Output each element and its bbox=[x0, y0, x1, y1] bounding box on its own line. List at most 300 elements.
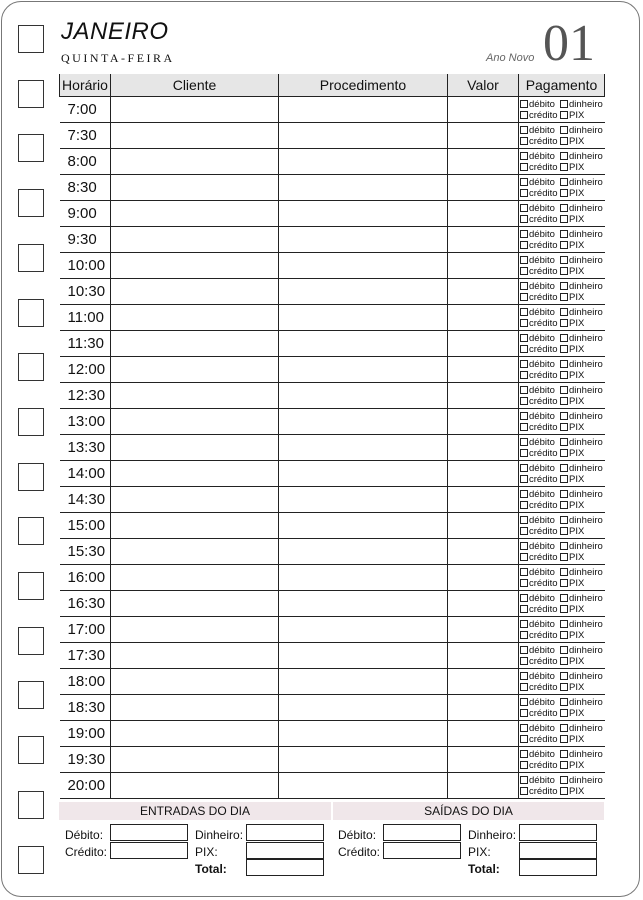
credito-checkbox[interactable] bbox=[520, 657, 528, 665]
pix-checkbox[interactable] bbox=[560, 475, 568, 483]
dinheiro-checkbox[interactable] bbox=[560, 568, 568, 576]
pagamento-cell bbox=[519, 773, 605, 799]
pagamento-cell bbox=[519, 487, 605, 513]
time-cell: 14:30 bbox=[60, 487, 111, 513]
cliente-cell[interactable] bbox=[111, 357, 279, 383]
procedimento-cell[interactable] bbox=[279, 97, 448, 123]
dinheiro-checkbox[interactable] bbox=[560, 204, 568, 212]
valor-cell[interactable] bbox=[448, 331, 519, 357]
time-cell: 17:00 bbox=[60, 617, 111, 643]
credito-checkbox[interactable] bbox=[520, 163, 528, 171]
valor-cell[interactable] bbox=[448, 565, 519, 591]
pix-checkbox[interactable] bbox=[560, 631, 568, 639]
dinheiro-label: dinheiro bbox=[569, 592, 603, 604]
valor-cell[interactable] bbox=[448, 695, 519, 721]
credito-checkbox[interactable] bbox=[520, 605, 528, 613]
dinheiro-checkbox[interactable] bbox=[560, 100, 568, 108]
credito-label: crédito bbox=[529, 577, 558, 589]
column-header-horario: Horário bbox=[60, 74, 111, 97]
time-cell: 11:30 bbox=[60, 331, 111, 357]
entradas-pix-field[interactable] bbox=[246, 842, 324, 859]
valor-cell[interactable] bbox=[448, 201, 519, 227]
binder-checkbox[interactable] bbox=[18, 189, 44, 217]
binder-checkbox[interactable] bbox=[18, 134, 44, 162]
saidas-credito-field[interactable] bbox=[383, 842, 461, 859]
binder-checkbox[interactable] bbox=[18, 408, 44, 436]
cliente-cell[interactable] bbox=[111, 175, 279, 201]
valor-cell[interactable] bbox=[448, 227, 519, 253]
procedimento-cell[interactable] bbox=[279, 591, 448, 617]
valor-cell[interactable] bbox=[448, 487, 519, 513]
binder-checkbox[interactable] bbox=[18, 846, 44, 874]
binder-checkbox[interactable] bbox=[18, 463, 44, 491]
column-header-valor: Valor bbox=[448, 74, 519, 97]
cliente-cell[interactable] bbox=[111, 617, 279, 643]
valor-cell[interactable] bbox=[448, 721, 519, 747]
procedimento-cell[interactable] bbox=[279, 409, 448, 435]
cliente-cell[interactable] bbox=[111, 253, 279, 279]
entradas-credito-field[interactable] bbox=[110, 842, 188, 859]
cliente-cell[interactable] bbox=[111, 383, 279, 409]
cliente-cell[interactable] bbox=[111, 461, 279, 487]
table-row bbox=[60, 279, 605, 305]
debito-label: débito bbox=[529, 774, 555, 786]
pagamento-cell bbox=[519, 695, 605, 721]
dinheiro-label: dinheiro bbox=[569, 722, 603, 734]
valor-cell[interactable] bbox=[448, 123, 519, 149]
entradas-credito-label: Crédito: bbox=[65, 845, 108, 859]
pix-checkbox[interactable] bbox=[560, 579, 568, 587]
valor-cell[interactable] bbox=[448, 97, 519, 123]
dinheiro-checkbox[interactable] bbox=[560, 334, 568, 342]
pagamento-cell bbox=[519, 617, 605, 643]
valor-cell[interactable] bbox=[448, 149, 519, 175]
valor-cell[interactable] bbox=[448, 461, 519, 487]
binder-checkbox[interactable] bbox=[18, 517, 44, 545]
credito-checkbox[interactable] bbox=[520, 319, 528, 327]
procedimento-cell[interactable] bbox=[279, 721, 448, 747]
table-row bbox=[60, 227, 605, 253]
credito-checkbox[interactable] bbox=[520, 709, 528, 717]
procedimento-cell[interactable] bbox=[279, 513, 448, 539]
procedimento-cell[interactable] bbox=[279, 565, 448, 591]
pix-checkbox[interactable] bbox=[560, 397, 568, 405]
dinheiro-checkbox[interactable] bbox=[560, 412, 568, 420]
dinheiro-checkbox[interactable] bbox=[560, 490, 568, 498]
cliente-cell[interactable] bbox=[111, 695, 279, 721]
valor-cell[interactable] bbox=[448, 409, 519, 435]
dinheiro-checkbox[interactable] bbox=[560, 672, 568, 680]
procedimento-cell[interactable] bbox=[279, 331, 448, 357]
time-cell: 13:00 bbox=[60, 409, 111, 435]
pix-label: PIX bbox=[569, 239, 585, 251]
debito-label: débito bbox=[529, 332, 555, 344]
procedimento-cell[interactable] bbox=[279, 305, 448, 331]
pix-checkbox[interactable] bbox=[560, 553, 568, 561]
month-title: JANEIRO bbox=[61, 18, 169, 45]
pix-checkbox[interactable] bbox=[560, 137, 568, 145]
dinheiro-checkbox[interactable] bbox=[560, 516, 568, 524]
pix-label: PIX bbox=[569, 395, 585, 407]
dinheiro-checkbox[interactable] bbox=[560, 776, 568, 784]
dinheiro-checkbox[interactable] bbox=[560, 126, 568, 134]
credito-label: crédito bbox=[529, 369, 558, 381]
dinheiro-checkbox[interactable] bbox=[560, 282, 568, 290]
debito-checkbox[interactable] bbox=[520, 438, 528, 446]
time-cell: 12:30 bbox=[60, 383, 111, 409]
valor-cell[interactable] bbox=[448, 669, 519, 695]
debito-label: débito bbox=[529, 228, 555, 240]
credito-checkbox[interactable] bbox=[520, 735, 528, 743]
debito-checkbox[interactable] bbox=[520, 646, 528, 654]
debito-checkbox[interactable] bbox=[520, 542, 528, 550]
procedimento-cell[interactable] bbox=[279, 643, 448, 669]
pix-checkbox[interactable] bbox=[560, 111, 568, 119]
valor-cell[interactable] bbox=[448, 591, 519, 617]
time-cell: 16:30 bbox=[60, 591, 111, 617]
time-cell: 15:00 bbox=[60, 513, 111, 539]
saidas-title: SAÍDAS DO DIA bbox=[333, 802, 604, 820]
credito-checkbox[interactable] bbox=[520, 527, 528, 535]
table-row bbox=[60, 175, 605, 201]
pagamento-cell bbox=[519, 721, 605, 747]
pix-checkbox[interactable] bbox=[560, 267, 568, 275]
debito-checkbox[interactable] bbox=[520, 386, 528, 394]
procedimento-cell[interactable] bbox=[279, 123, 448, 149]
cliente-cell[interactable] bbox=[111, 123, 279, 149]
pix-label: PIX bbox=[569, 733, 585, 745]
table-row bbox=[60, 383, 605, 409]
procedimento-cell[interactable] bbox=[279, 617, 448, 643]
valor-cell[interactable] bbox=[448, 175, 519, 201]
valor-cell[interactable] bbox=[448, 643, 519, 669]
credito-checkbox[interactable] bbox=[520, 553, 528, 561]
debito-label: débito bbox=[529, 202, 555, 214]
dinheiro-label: dinheiro bbox=[569, 670, 603, 682]
credito-checkbox[interactable] bbox=[520, 215, 528, 223]
procedimento-cell[interactable] bbox=[279, 201, 448, 227]
saidas-pix-label: PIX: bbox=[468, 845, 491, 859]
valor-cell[interactable] bbox=[448, 357, 519, 383]
pix-label: PIX bbox=[569, 759, 585, 771]
pagamento-cell bbox=[519, 409, 605, 435]
debito-checkbox[interactable] bbox=[520, 152, 528, 160]
cliente-cell[interactable] bbox=[111, 305, 279, 331]
debito-checkbox[interactable] bbox=[520, 724, 528, 732]
debito-checkbox[interactable] bbox=[520, 282, 528, 290]
valor-cell[interactable] bbox=[448, 253, 519, 279]
debito-checkbox[interactable] bbox=[520, 256, 528, 264]
credito-checkbox[interactable] bbox=[520, 345, 528, 353]
dinheiro-label: dinheiro bbox=[569, 696, 603, 708]
binder-checkbox[interactable] bbox=[18, 681, 44, 709]
credito-checkbox[interactable] bbox=[520, 241, 528, 249]
credito-checkbox[interactable] bbox=[520, 189, 528, 197]
cliente-cell[interactable] bbox=[111, 721, 279, 747]
dinheiro-label: dinheiro bbox=[569, 410, 603, 422]
pix-checkbox[interactable] bbox=[560, 215, 568, 223]
cliente-cell[interactable] bbox=[111, 331, 279, 357]
cliente-cell[interactable] bbox=[111, 435, 279, 461]
dinheiro-checkbox[interactable] bbox=[560, 698, 568, 706]
binder-checkbox[interactable] bbox=[18, 627, 44, 655]
credito-checkbox[interactable] bbox=[520, 137, 528, 145]
pix-checkbox[interactable] bbox=[560, 683, 568, 691]
pix-checkbox[interactable] bbox=[560, 293, 568, 301]
cliente-cell[interactable] bbox=[111, 669, 279, 695]
table-row bbox=[60, 487, 605, 513]
binder-checkbox[interactable] bbox=[18, 353, 44, 381]
pix-checkbox[interactable] bbox=[560, 371, 568, 379]
credito-checkbox[interactable] bbox=[520, 371, 528, 379]
binder-checkbox[interactable] bbox=[18, 791, 44, 819]
procedimento-cell[interactable] bbox=[279, 773, 448, 799]
debito-label: débito bbox=[529, 644, 555, 656]
time-cell: 20:00 bbox=[60, 773, 111, 799]
dinheiro-checkbox[interactable] bbox=[560, 230, 568, 238]
column-header-procedimento: Procedimento bbox=[279, 74, 448, 97]
debito-checkbox[interactable] bbox=[520, 516, 528, 524]
binder-checkbox[interactable] bbox=[18, 299, 44, 327]
debito-label: débito bbox=[529, 592, 555, 604]
procedimento-cell[interactable] bbox=[279, 747, 448, 773]
debito-checkbox[interactable] bbox=[520, 334, 528, 342]
credito-label: crédito bbox=[529, 135, 558, 147]
cliente-cell[interactable] bbox=[111, 227, 279, 253]
debito-checkbox[interactable] bbox=[520, 412, 528, 420]
dinheiro-label: dinheiro bbox=[569, 384, 603, 396]
binder-checkbox[interactable] bbox=[18, 572, 44, 600]
pix-checkbox[interactable] bbox=[560, 423, 568, 431]
credito-label: crédito bbox=[529, 681, 558, 693]
time-cell: 18:00 bbox=[60, 669, 111, 695]
pix-checkbox[interactable] bbox=[560, 657, 568, 665]
pix-checkbox[interactable] bbox=[560, 449, 568, 457]
credito-checkbox[interactable] bbox=[520, 397, 528, 405]
valor-cell[interactable] bbox=[448, 279, 519, 305]
pix-checkbox[interactable] bbox=[560, 787, 568, 795]
pagamento-cell bbox=[519, 227, 605, 253]
dinheiro-checkbox[interactable] bbox=[560, 594, 568, 602]
pix-checkbox[interactable] bbox=[560, 527, 568, 535]
credito-checkbox[interactable] bbox=[520, 501, 528, 509]
debito-label: débito bbox=[529, 462, 555, 474]
debito-checkbox[interactable] bbox=[520, 776, 528, 784]
procedimento-cell[interactable] bbox=[279, 279, 448, 305]
saidas-pix-field[interactable] bbox=[519, 842, 597, 859]
debito-checkbox[interactable] bbox=[520, 360, 528, 368]
valor-cell[interactable] bbox=[448, 773, 519, 799]
debito-checkbox[interactable] bbox=[520, 750, 528, 758]
time-cell: 12:00 bbox=[60, 357, 111, 383]
dinheiro-label: dinheiro bbox=[569, 488, 603, 500]
dinheiro-checkbox[interactable] bbox=[560, 152, 568, 160]
pagamento-cell bbox=[519, 279, 605, 305]
credito-checkbox[interactable] bbox=[520, 423, 528, 431]
pix-checkbox[interactable] bbox=[560, 501, 568, 509]
binder-checkbox[interactable] bbox=[18, 80, 44, 108]
pix-label: PIX bbox=[569, 603, 585, 615]
debito-label: débito bbox=[529, 618, 555, 630]
pagamento-cell bbox=[519, 435, 605, 461]
dinheiro-checkbox[interactable] bbox=[560, 438, 568, 446]
saidas-total-field[interactable] bbox=[519, 859, 597, 876]
saidas-dinheiro-field[interactable] bbox=[519, 824, 597, 841]
time-cell: 16:00 bbox=[60, 565, 111, 591]
credito-checkbox[interactable] bbox=[520, 475, 528, 483]
credito-label: crédito bbox=[529, 603, 558, 615]
entradas-total-field[interactable] bbox=[246, 859, 324, 876]
time-cell: 18:30 bbox=[60, 695, 111, 721]
procedimento-cell[interactable] bbox=[279, 175, 448, 201]
cliente-cell[interactable] bbox=[111, 487, 279, 513]
cliente-cell[interactable] bbox=[111, 97, 279, 123]
cliente-cell[interactable] bbox=[111, 773, 279, 799]
table-row bbox=[60, 357, 605, 383]
time-cell: 11:00 bbox=[60, 305, 111, 331]
saidas-debito-field[interactable] bbox=[383, 824, 461, 841]
binder-checkbox[interactable] bbox=[18, 244, 44, 272]
procedimento-cell[interactable] bbox=[279, 383, 448, 409]
credito-label: crédito bbox=[529, 759, 558, 771]
pagamento-cell bbox=[519, 539, 605, 565]
dinheiro-checkbox[interactable] bbox=[560, 542, 568, 550]
pix-checkbox[interactable] bbox=[560, 761, 568, 769]
credito-label: crédito bbox=[529, 473, 558, 485]
table-row bbox=[60, 591, 605, 617]
pix-checkbox[interactable] bbox=[560, 189, 568, 197]
procedimento-cell[interactable] bbox=[279, 357, 448, 383]
debito-label: débito bbox=[529, 124, 555, 136]
procedimento-cell[interactable] bbox=[279, 487, 448, 513]
time-cell: 13:30 bbox=[60, 435, 111, 461]
cliente-cell[interactable] bbox=[111, 539, 279, 565]
cliente-cell[interactable] bbox=[111, 643, 279, 669]
credito-label: crédito bbox=[529, 187, 558, 199]
debito-checkbox[interactable] bbox=[520, 490, 528, 498]
binder-checkbox[interactable] bbox=[18, 736, 44, 764]
pix-checkbox[interactable] bbox=[560, 709, 568, 717]
dinheiro-checkbox[interactable] bbox=[560, 464, 568, 472]
debito-label: débito bbox=[529, 254, 555, 266]
dinheiro-checkbox[interactable] bbox=[560, 386, 568, 394]
valor-cell[interactable] bbox=[448, 383, 519, 409]
dinheiro-label: dinheiro bbox=[569, 462, 603, 474]
cliente-cell[interactable] bbox=[111, 747, 279, 773]
cliente-cell[interactable] bbox=[111, 409, 279, 435]
saidas-debito-label: Débito: bbox=[338, 828, 377, 842]
dinheiro-checkbox[interactable] bbox=[560, 360, 568, 368]
entradas-title: ENTRADAS DO DIA bbox=[59, 802, 331, 820]
dinheiro-checkbox[interactable] bbox=[560, 308, 568, 316]
pix-checkbox[interactable] bbox=[560, 345, 568, 353]
debito-checkbox[interactable] bbox=[520, 308, 528, 316]
debito-checkbox[interactable] bbox=[520, 100, 528, 108]
cliente-cell[interactable] bbox=[111, 591, 279, 617]
dinheiro-checkbox[interactable] bbox=[560, 646, 568, 654]
credito-checkbox[interactable] bbox=[520, 111, 528, 119]
procedimento-cell[interactable] bbox=[279, 227, 448, 253]
dinheiro-label: dinheiro bbox=[569, 176, 603, 188]
debito-checkbox[interactable] bbox=[520, 698, 528, 706]
dinheiro-checkbox[interactable] bbox=[560, 620, 568, 628]
procedimento-cell[interactable] bbox=[279, 435, 448, 461]
credito-checkbox[interactable] bbox=[520, 761, 528, 769]
credito-checkbox[interactable] bbox=[520, 267, 528, 275]
debito-checkbox[interactable] bbox=[520, 672, 528, 680]
entradas-dinheiro-field[interactable] bbox=[246, 824, 324, 841]
cliente-cell[interactable] bbox=[111, 279, 279, 305]
pix-checkbox[interactable] bbox=[560, 319, 568, 327]
cliente-cell[interactable] bbox=[111, 201, 279, 227]
dinheiro-checkbox[interactable] bbox=[560, 256, 568, 264]
debito-checkbox[interactable] bbox=[520, 568, 528, 576]
table-row bbox=[60, 643, 605, 669]
time-cell: 8:30 bbox=[60, 175, 111, 201]
pix-checkbox[interactable] bbox=[560, 605, 568, 613]
debito-checkbox[interactable] bbox=[520, 204, 528, 212]
dinheiro-checkbox[interactable] bbox=[560, 750, 568, 758]
credito-label: crédito bbox=[529, 109, 558, 121]
entradas-debito-field[interactable] bbox=[110, 824, 188, 841]
saidas-total-label: Total: bbox=[468, 862, 500, 876]
dinheiro-checkbox[interactable] bbox=[560, 724, 568, 732]
binder-checkbox[interactable] bbox=[18, 25, 44, 53]
credito-label: crédito bbox=[529, 343, 558, 355]
procedimento-cell[interactable] bbox=[279, 539, 448, 565]
procedimento-cell[interactable] bbox=[279, 461, 448, 487]
procedimento-cell[interactable] bbox=[279, 695, 448, 721]
time-cell: 19:30 bbox=[60, 747, 111, 773]
valor-cell[interactable] bbox=[448, 305, 519, 331]
cliente-cell[interactable] bbox=[111, 513, 279, 539]
credito-checkbox[interactable] bbox=[520, 787, 528, 795]
debito-checkbox[interactable] bbox=[520, 230, 528, 238]
debito-checkbox[interactable] bbox=[520, 620, 528, 628]
cliente-cell[interactable] bbox=[111, 149, 279, 175]
debito-checkbox[interactable] bbox=[520, 178, 528, 186]
pix-checkbox[interactable] bbox=[560, 163, 568, 171]
pagamento-cell bbox=[519, 149, 605, 175]
procedimento-cell[interactable] bbox=[279, 669, 448, 695]
pix-label: PIX bbox=[569, 135, 585, 147]
debito-checkbox[interactable] bbox=[520, 594, 528, 602]
credito-checkbox[interactable] bbox=[520, 579, 528, 587]
credito-label: crédito bbox=[529, 499, 558, 511]
credito-checkbox[interactable] bbox=[520, 449, 528, 457]
credito-checkbox[interactable] bbox=[520, 683, 528, 691]
valor-cell[interactable] bbox=[448, 747, 519, 773]
valor-cell[interactable] bbox=[448, 435, 519, 461]
debito-label: débito bbox=[529, 176, 555, 188]
credito-label: crédito bbox=[529, 421, 558, 433]
debito-checkbox[interactable] bbox=[520, 126, 528, 134]
procedimento-cell[interactable] bbox=[279, 253, 448, 279]
credito-checkbox[interactable] bbox=[520, 631, 528, 639]
valor-cell[interactable] bbox=[448, 513, 519, 539]
valor-cell[interactable] bbox=[448, 539, 519, 565]
valor-cell[interactable] bbox=[448, 617, 519, 643]
procedimento-cell[interactable] bbox=[279, 149, 448, 175]
debito-checkbox[interactable] bbox=[520, 464, 528, 472]
pix-checkbox[interactable] bbox=[560, 241, 568, 249]
dinheiro-label: dinheiro bbox=[569, 306, 603, 318]
dinheiro-checkbox[interactable] bbox=[560, 178, 568, 186]
saidas-credito-label: Crédito: bbox=[338, 845, 381, 859]
credito-checkbox[interactable] bbox=[520, 293, 528, 301]
cliente-cell[interactable] bbox=[111, 565, 279, 591]
pix-checkbox[interactable] bbox=[560, 735, 568, 743]
